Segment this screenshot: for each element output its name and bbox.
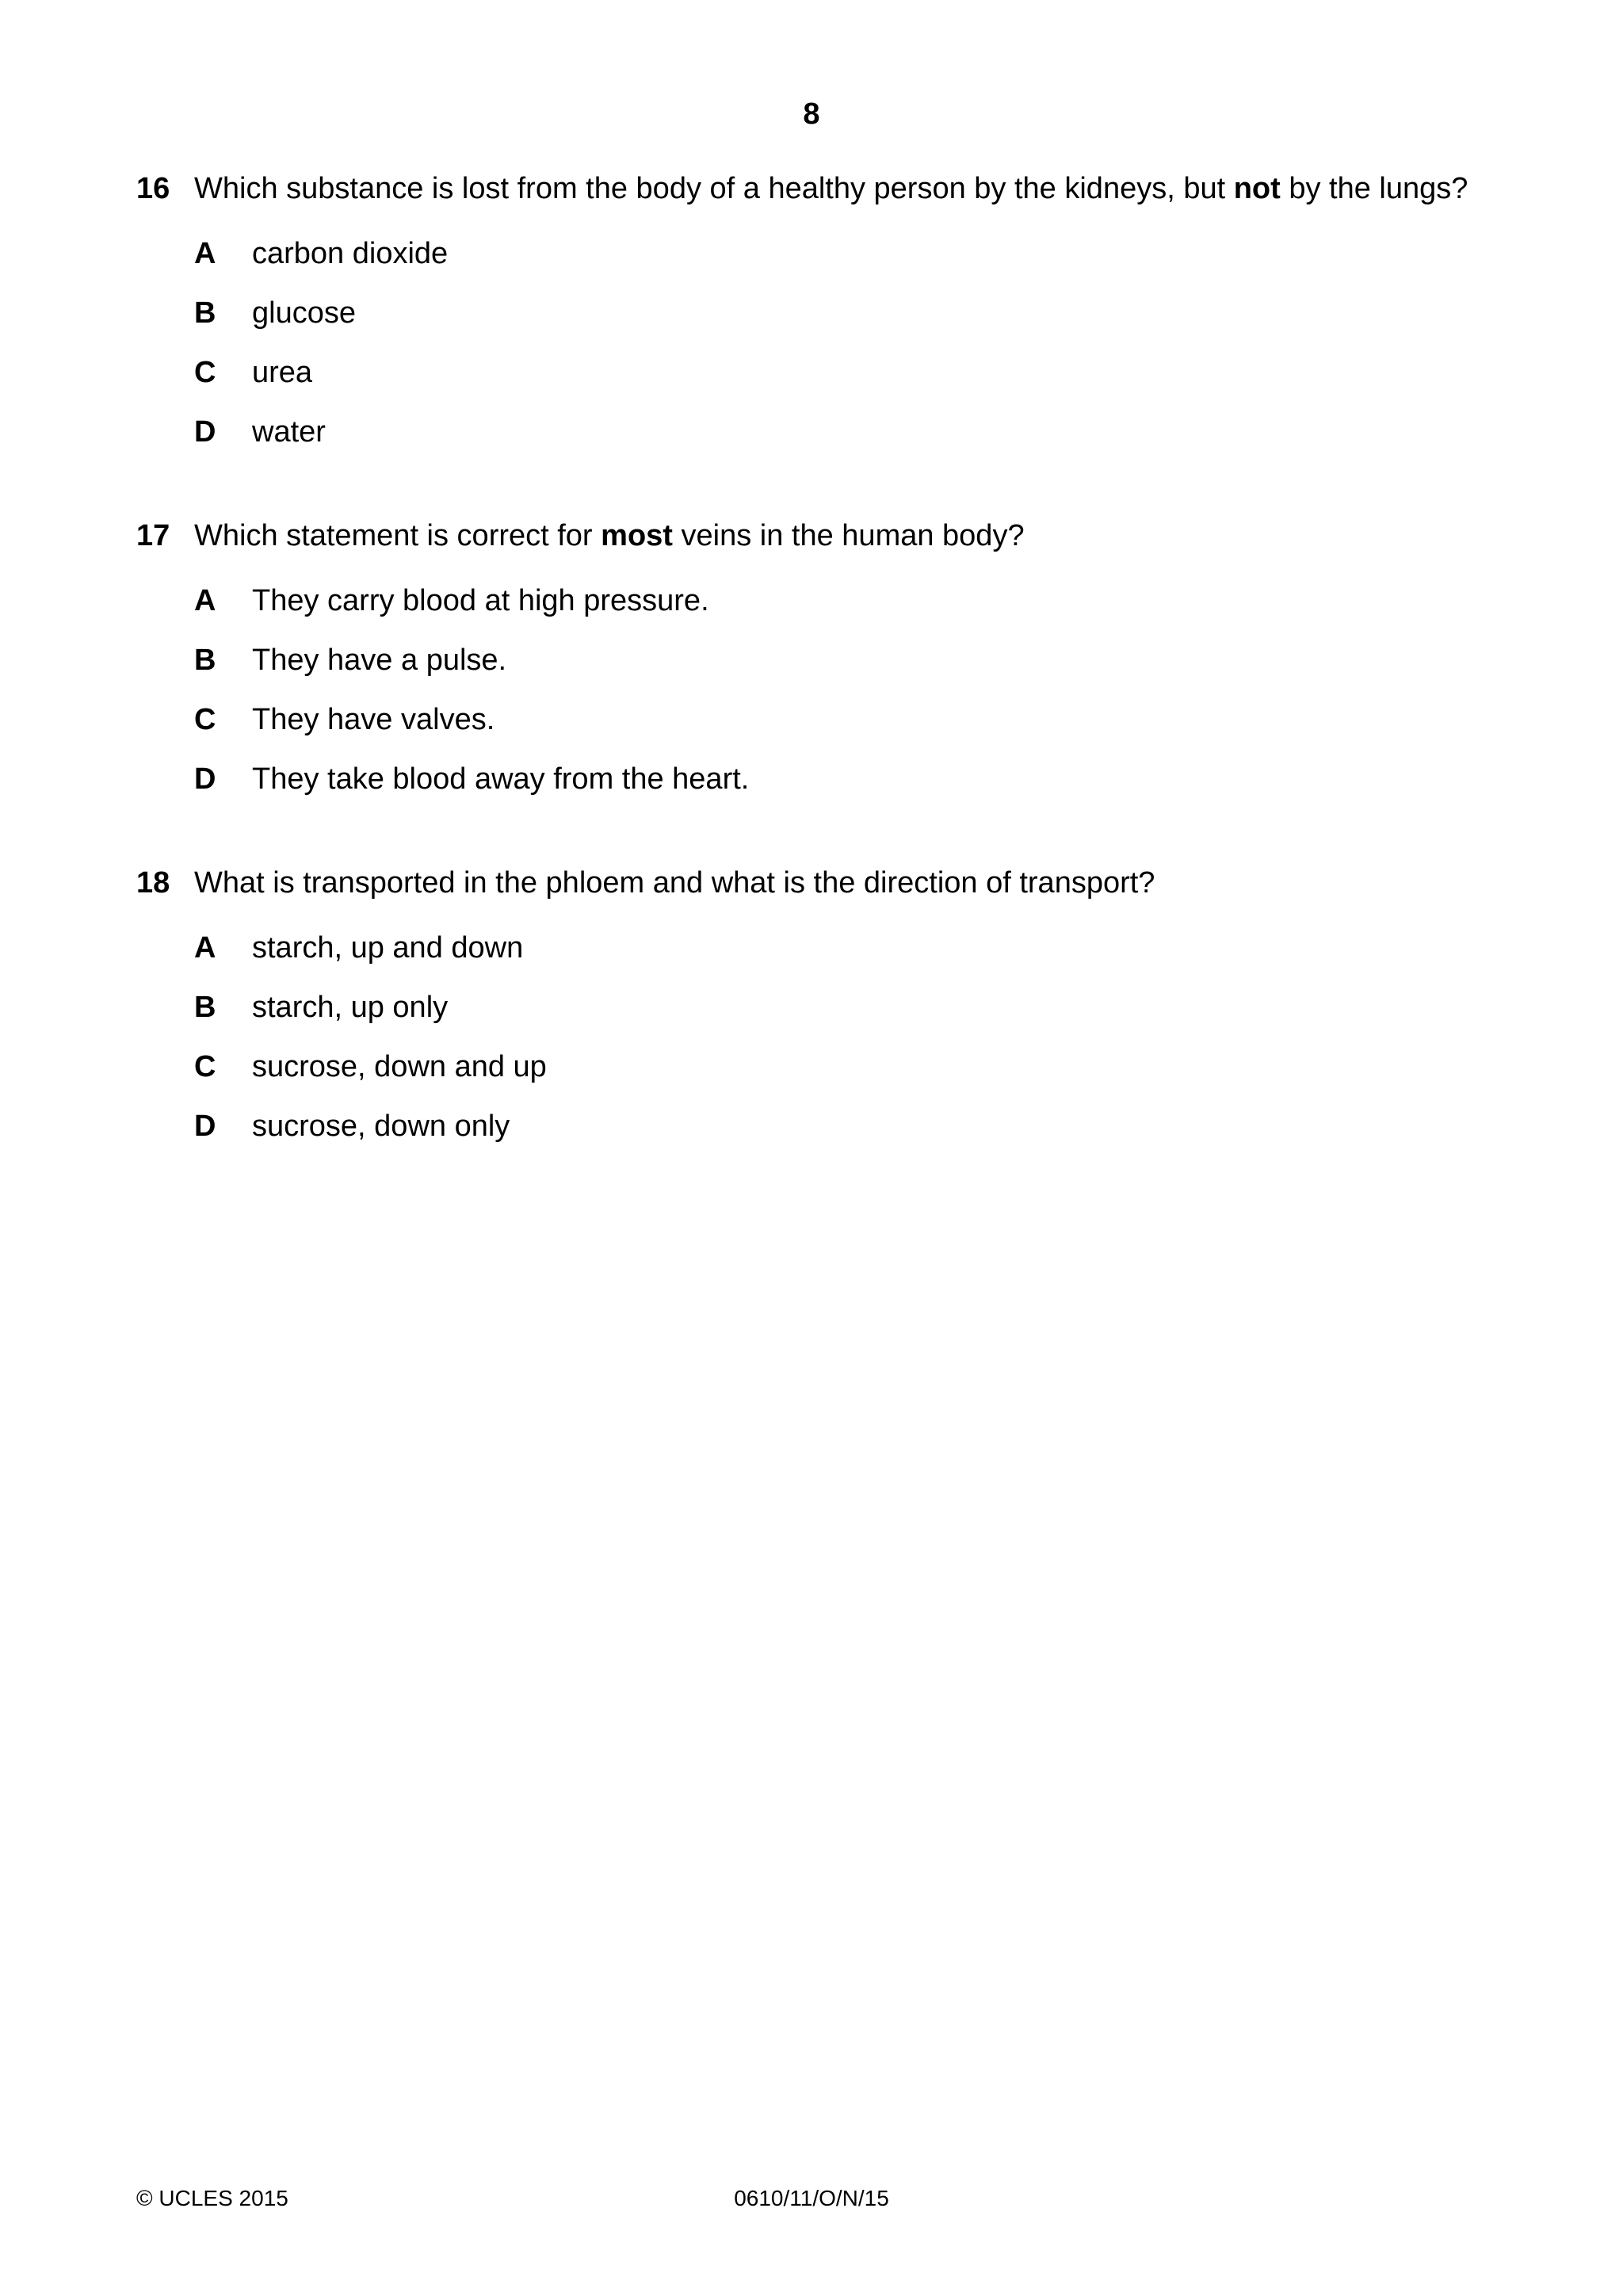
question-16 (136, 170, 1563, 451)
question-number: 16 (136, 172, 170, 205)
question-text-part: Which statement is correct for (194, 519, 601, 552)
answer-options (136, 582, 1563, 798)
question-text (194, 517, 1563, 555)
page-number: 8 (803, 97, 820, 131)
option-letter: C (194, 703, 216, 736)
option-letter: D (194, 762, 216, 796)
option-c (194, 1048, 1563, 1086)
option-text: water (252, 415, 326, 449)
option-letter: A (194, 931, 216, 965)
question-text-part: by the lungs? (1280, 172, 1468, 205)
option-text: carbon dioxide (252, 237, 449, 270)
option-c (194, 353, 1563, 392)
option-text: sucrose, down and up (252, 1050, 547, 1083)
option-letter: A (194, 237, 216, 270)
question-text-part: Which substance is lost from the body of a healthy person by the kidneys, but (194, 172, 1234, 205)
option-letter: B (194, 991, 216, 1024)
copyright-notice: © UCLES 2015 (136, 2186, 288, 2210)
option-letter: C (194, 1050, 216, 1083)
option-d (194, 1107, 1563, 1145)
option-b (194, 641, 1563, 679)
option-a (194, 235, 1563, 273)
option-letter: B (194, 296, 216, 330)
option-text: They take blood away from the heart. (252, 762, 750, 796)
option-text: They carry blood at high pressure. (252, 584, 709, 617)
question-number: 18 (136, 866, 170, 900)
question-emphasis: most (601, 519, 673, 552)
question-stem (136, 864, 1563, 902)
option-d (194, 413, 1563, 451)
question-17 (136, 517, 1563, 798)
question-text (194, 864, 1563, 902)
answer-options (136, 235, 1563, 451)
option-letter: B (194, 644, 216, 677)
paper-code: 0610/11/O/N/15 (734, 2186, 889, 2210)
option-letter: A (194, 584, 216, 617)
option-text: urea (252, 356, 313, 389)
option-text: sucrose, down only (252, 1110, 510, 1143)
option-c (194, 701, 1563, 739)
option-text: starch, up only (252, 991, 449, 1024)
option-text: glucose (252, 296, 356, 330)
option-text: starch, up and down (252, 931, 524, 965)
question-text-part: What is transported in the phloem and what is the direction of transport? (194, 866, 1155, 900)
question-number: 17 (136, 519, 170, 552)
question-stem (136, 517, 1563, 555)
option-b (194, 294, 1563, 332)
option-letter: C (194, 356, 216, 389)
option-a (194, 582, 1563, 620)
option-letter: D (194, 1110, 216, 1143)
option-letter: D (194, 415, 216, 449)
question-text (194, 170, 1563, 208)
option-d (194, 760, 1563, 798)
answer-options (136, 929, 1563, 1145)
option-text: They have valves. (252, 703, 495, 736)
question-stem (136, 170, 1563, 208)
question-18 (136, 864, 1563, 1145)
option-b (194, 988, 1563, 1026)
option-text: They have a pulse. (252, 644, 507, 677)
question-text-part: veins in the human body? (672, 519, 1025, 552)
question-emphasis: not (1233, 172, 1281, 205)
option-a (194, 929, 1563, 967)
